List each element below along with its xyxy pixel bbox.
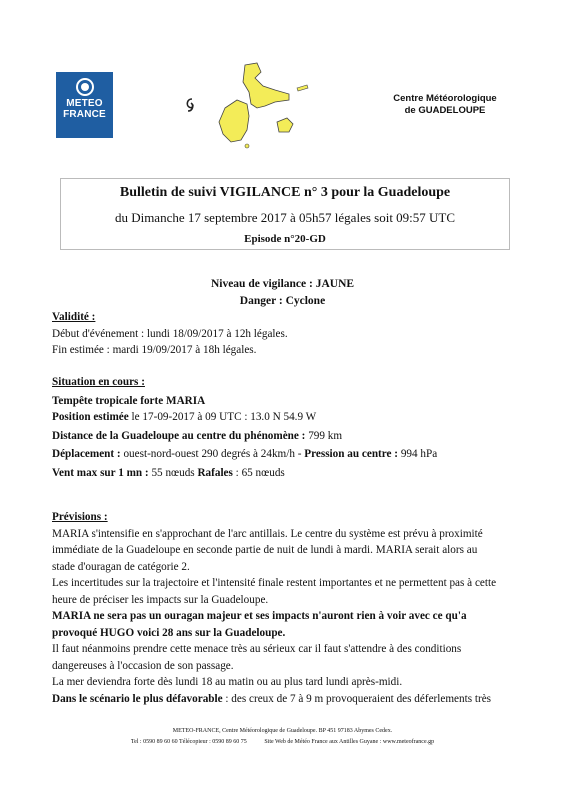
text-line: immédiate de la Guadeloupe en seconde partie de nuit de lundi à mardi. MARIA serait alors au bbox=[52, 544, 478, 556]
distance-label: Distance de la Guadeloupe au centre du phénomène : bbox=[52, 429, 306, 442]
logo-text-line2: FRANCE bbox=[63, 109, 106, 120]
page-footer bbox=[0, 726, 565, 748]
forecast-paragraph-4 bbox=[52, 641, 522, 691]
text-line: La mer deviendra forte dès lundi 18 au matin ou au plus tard lundi après-midi. bbox=[52, 676, 403, 688]
text-line: Il faut néanmoins prendre cette menace très au sérieux car il faut s'attendre à des conditions bbox=[52, 643, 462, 655]
validity-start: Début d'événement : lundi 18/09/2017 à 12h légales. bbox=[52, 327, 288, 340]
gusts-value: : 65 nœuds bbox=[232, 466, 285, 479]
position-line bbox=[52, 409, 522, 426]
guadeloupe-map-icon bbox=[185, 60, 320, 150]
distance-value: 799 km bbox=[305, 429, 343, 442]
logo-mark-icon bbox=[76, 78, 94, 96]
wind-value: 55 nœuds bbox=[148, 466, 198, 479]
text-line: provoqué HUGO voici 28 ans sur la Guadeloupe. bbox=[52, 626, 286, 639]
text-line: MARIA s'intensifie en s'approchant de l'arc antillais. Le centre du système est prévu à proximité bbox=[52, 527, 483, 540]
text-line: MARIA ne sera pas un ouragan majeur et ses impacts n'auront rien à voir avec ce qu'a bbox=[52, 610, 467, 622]
situation-heading: Situation en cours : bbox=[52, 376, 145, 388]
center-name-line1: Centre Météorologique bbox=[393, 93, 497, 104]
forecast-paragraph-5 bbox=[52, 691, 522, 708]
forecast-section bbox=[52, 509, 522, 707]
footer-website: Site Web de Météo France aux Antilles Guyane : www.meteofrance.gp bbox=[264, 739, 435, 745]
center-name bbox=[380, 93, 510, 117]
text-line: Les incertitudes sur la trajectoire et l'intensité finale restent importantes et ne permettent pas à cette bbox=[52, 577, 497, 589]
validity-section bbox=[52, 309, 522, 359]
validity-end: Fin estimée : mardi 19/09/2017 à 18h légales. bbox=[52, 344, 257, 356]
text-line: heure de préciser les impacts sur la Guadeloupe. bbox=[52, 593, 269, 606]
vigilance-level: Niveau de vigilance : JAUNE bbox=[210, 278, 355, 290]
meteo-france-logo bbox=[56, 72, 113, 138]
displacement-label: Déplacement : bbox=[52, 448, 121, 460]
forecast-heading: Prévisions : bbox=[52, 511, 108, 523]
validity-heading: Validité : bbox=[52, 311, 96, 323]
situation-section bbox=[52, 374, 522, 481]
wind-label: Vent max sur 1 mn : bbox=[52, 466, 149, 479]
bulletin-title-box bbox=[60, 178, 510, 250]
center-name-line2: de GUADELOUPE bbox=[404, 105, 486, 116]
displacement-line bbox=[52, 446, 522, 463]
position-label: Position estimée bbox=[52, 411, 129, 423]
pressure-label: Pression au centre : bbox=[304, 448, 399, 460]
text-line: dangereuses à l'occasion de son passage. bbox=[52, 659, 234, 672]
forecast-paragraph-1 bbox=[52, 526, 522, 576]
pressure-value: 994 hPa bbox=[398, 448, 438, 460]
forecast-paragraph-2 bbox=[52, 575, 522, 608]
scenario-label: Dans le scénario le plus défavorable bbox=[52, 692, 223, 705]
storm-name: Tempête tropicale forte MARIA bbox=[52, 394, 206, 407]
footer-phone: Tel : 0590 89 60 60 Télécopieur : 0590 89 60 75 bbox=[130, 739, 247, 745]
bulletin-date: du Dimanche 17 septembre 2017 à 05h57 légales soit 09:57 UTC bbox=[114, 210, 456, 225]
cyclone-symbol-icon bbox=[187, 99, 192, 111]
forecast-paragraph-3 bbox=[52, 608, 522, 641]
bulletin-title: Bulletin de suivi VIGILANCE n° 3 pour la Guadeloupe bbox=[119, 185, 451, 200]
text-line: stade d'ouragan de catégorie 2. bbox=[52, 560, 190, 573]
wind-line bbox=[52, 465, 522, 482]
scenario-text: : des creux de 7 à 9 m provoqueraient des déferlements très bbox=[222, 692, 492, 705]
footer-contact bbox=[0, 737, 565, 748]
footer-address: METEO-FRANCE, Centre Météorologique de Guadeloupe. BP 451 97183 Abymes Cedex. bbox=[172, 728, 393, 734]
danger-type: Danger : Cyclone bbox=[239, 295, 326, 307]
position-value: le 17-09-2017 à 09 UTC : 13.0 N 54.9 W bbox=[128, 411, 317, 423]
displacement-value: ouest-nord-ouest 290 degrés à 24km/h - bbox=[120, 448, 305, 460]
distance-line bbox=[52, 428, 522, 445]
episode-number: Episode n°20-GD bbox=[244, 233, 326, 245]
gusts-label: Rafales bbox=[197, 466, 233, 479]
logo-text-line1: METEO bbox=[66, 98, 103, 109]
